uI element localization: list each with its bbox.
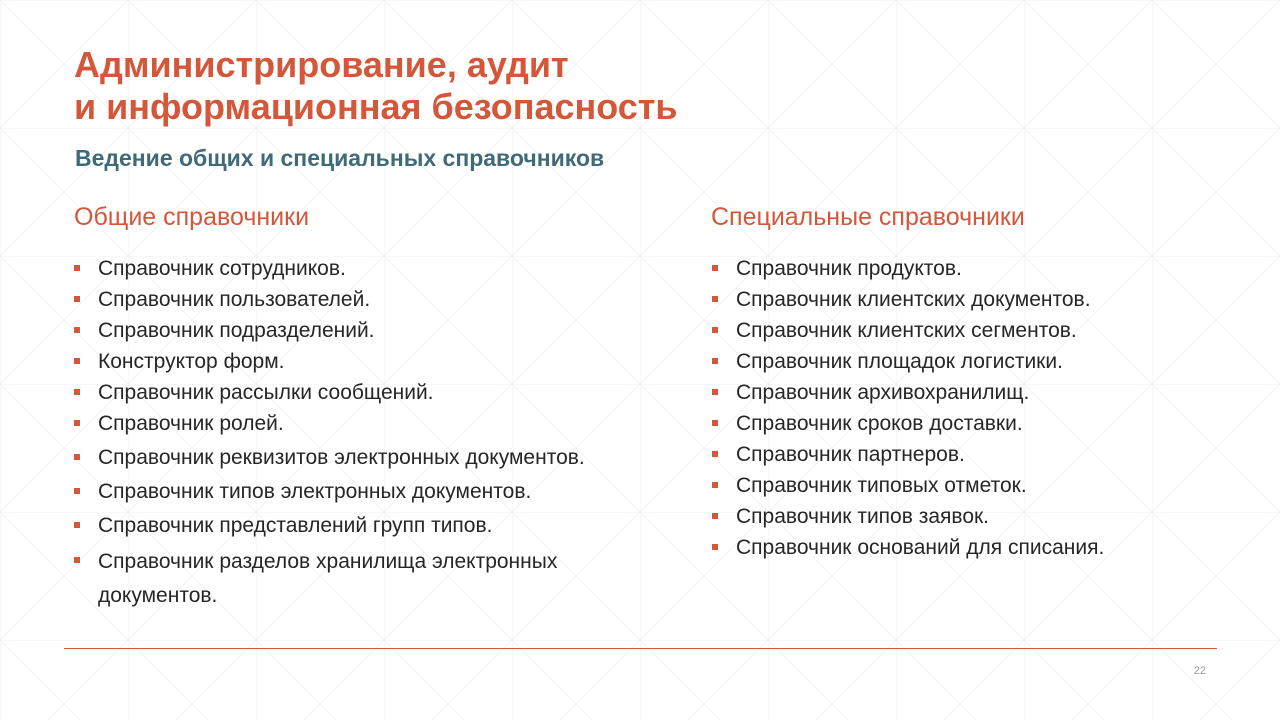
square-bullet-icon — [712, 544, 718, 550]
square-bullet-icon — [74, 265, 80, 271]
list-item — [712, 315, 1232, 346]
square-bullet-icon — [74, 454, 80, 460]
list-item-text: Справочник рассылки сообщений. — [98, 381, 434, 404]
list-item — [74, 253, 674, 284]
square-bullet-icon — [712, 420, 718, 426]
square-bullet-icon — [74, 488, 80, 494]
square-bullet-icon — [74, 358, 80, 364]
list-item-text: Конструктор форм. — [98, 350, 285, 373]
square-bullet-icon — [74, 420, 80, 426]
general-directories-list — [74, 253, 674, 613]
list-item — [712, 439, 1232, 470]
list-item — [74, 408, 674, 439]
list-item-text: Справочник типов электронных документов. — [98, 480, 532, 503]
list-item — [74, 442, 674, 473]
list-item — [74, 315, 674, 346]
list-item-text: Справочник площадок логистики. — [736, 350, 1063, 373]
special-directories-list — [712, 253, 1232, 563]
square-bullet-icon — [74, 522, 80, 528]
square-bullet-icon — [712, 296, 718, 302]
square-bullet-icon — [712, 358, 718, 364]
square-bullet-icon — [74, 389, 80, 395]
list-item-text: Справочник типовых отметок. — [736, 474, 1027, 497]
list-item-text: Справочник архивохранилищ. — [736, 381, 1030, 404]
list-item-text: Справочник сроков доставки. — [736, 412, 1023, 435]
footer-divider — [64, 648, 1217, 649]
list-item-text: Справочник реквизитов электронных документов. — [98, 446, 585, 469]
list-item-text: Справочник сотрудников. — [98, 257, 346, 280]
list-item — [712, 377, 1232, 408]
slide-title-line-2: и информационная безопасность — [74, 86, 678, 127]
square-bullet-icon — [712, 389, 718, 395]
list-item-text: Справочник подразделений. — [98, 319, 375, 342]
special-directories-heading: Специальные справочники — [711, 203, 1025, 231]
list-item-text: Справочник типов заявок. — [736, 505, 990, 528]
list-item — [712, 253, 1232, 284]
square-bullet-icon — [712, 482, 718, 488]
list-item-text: Справочник продуктов. — [736, 257, 962, 280]
slide-title — [74, 44, 678, 128]
list-item — [712, 346, 1232, 377]
square-bullet-icon — [74, 557, 80, 563]
list-item-text: Справочник клиентских сегментов. — [736, 319, 1077, 342]
list-item — [712, 408, 1232, 439]
list-item — [74, 545, 638, 613]
list-item-text: Справочник пользователей. — [98, 288, 371, 311]
list-item-text: Справочник оснований для списания. — [736, 536, 1105, 559]
square-bullet-icon — [712, 451, 718, 457]
list-item — [712, 532, 1232, 563]
square-bullet-icon — [712, 327, 718, 333]
page-number: 22 — [1193, 665, 1206, 677]
list-item — [74, 510, 674, 541]
list-item — [74, 377, 674, 408]
slide-subtitle: Ведение общих и специальных справочников — [75, 145, 605, 171]
list-item — [74, 284, 674, 315]
list-item-text: Справочник ролей. — [98, 412, 284, 435]
square-bullet-icon — [74, 296, 80, 302]
list-item-text: Справочник клиентских документов. — [736, 288, 1091, 311]
list-item — [74, 346, 674, 377]
list-item-text: Справочник партнеров. — [736, 443, 965, 466]
list-item-text: Справочник разделов хранилища электронных документов. — [98, 550, 558, 607]
list-item — [712, 470, 1232, 501]
list-item — [74, 476, 674, 507]
list-item — [712, 284, 1232, 315]
slide-title-line-1: Администрирование, аудит — [74, 44, 569, 85]
general-directories-heading: Общие справочники — [74, 203, 310, 231]
list-item-text: Справочник представлений групп типов. — [98, 514, 493, 537]
list-item — [712, 501, 1232, 532]
square-bullet-icon — [712, 265, 718, 271]
square-bullet-icon — [712, 513, 718, 519]
square-bullet-icon — [74, 327, 80, 333]
